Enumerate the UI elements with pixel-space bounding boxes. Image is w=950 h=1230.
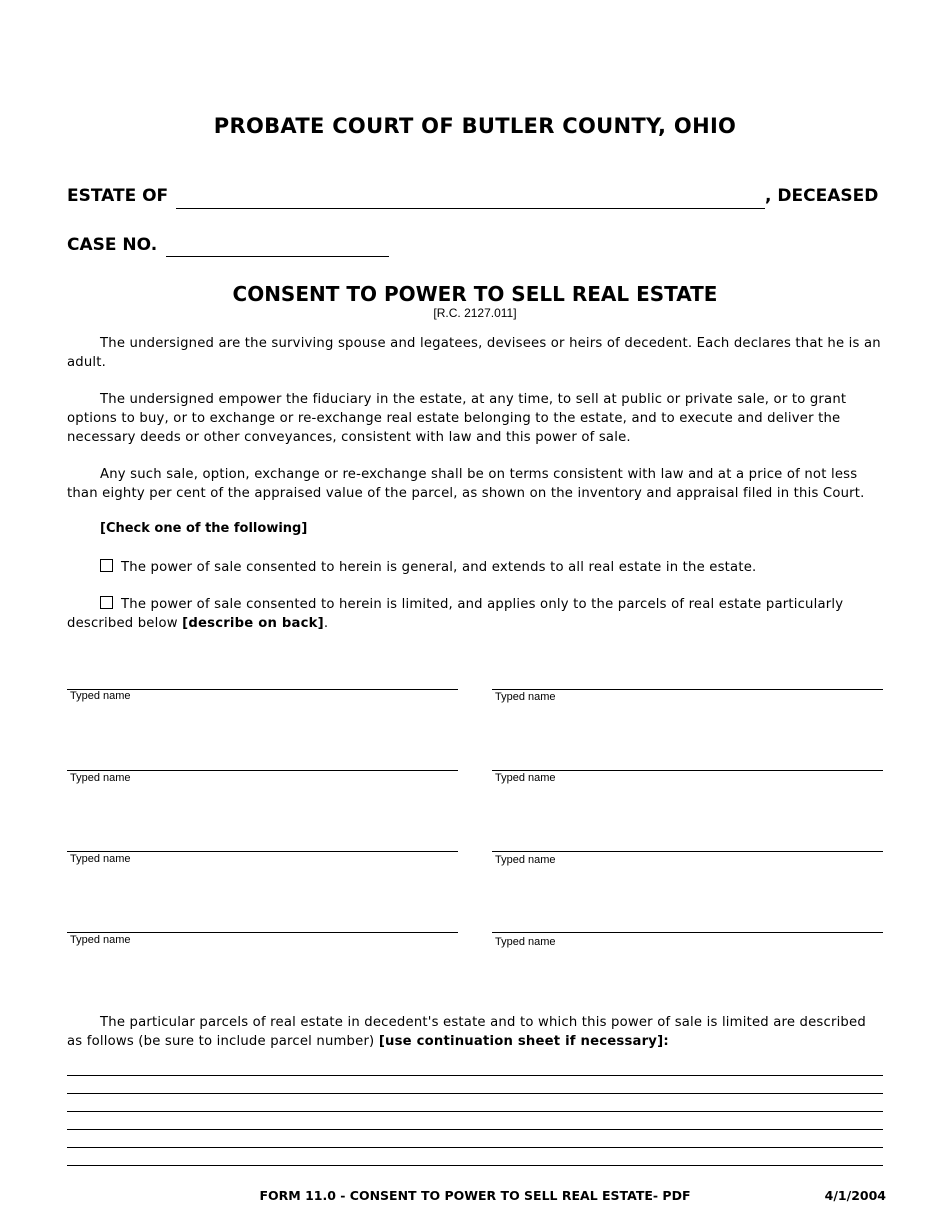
option-limited-bold: [describe on back]: [182, 616, 324, 631]
form-statute: [R.C. 2127.011]: [433, 306, 517, 320]
typed-name-label: Typed name: [495, 936, 556, 948]
typed-name-label: Typed name: [70, 934, 131, 946]
estate-of-label: ESTATE OF: [67, 186, 169, 206]
case-no-label: CASE NO.: [67, 235, 158, 255]
typed-name-label: Typed name: [70, 690, 131, 702]
paragraph-parcels: [67, 1013, 885, 1051]
footer-date: 4/1/2004: [824, 1188, 886, 1203]
typed-name-label: Typed name: [495, 854, 556, 866]
typed-name-label: Typed name: [70, 853, 131, 865]
typed-name-label: Typed name: [70, 772, 131, 784]
signature-line[interactable]: [67, 851, 458, 852]
option-general: [67, 558, 885, 577]
paragraph-declaration-text: The undersigned are the surviving spouse and legatees, devisees or heirs of decedent. Each declares that he is an adult.: [67, 336, 881, 370]
signature-line[interactable]: [492, 932, 883, 933]
paragraph-sale-terms-text: Any such sale, option, exchange or re-exchange shall be on terms consistent with law and at a price of not less than eighty per cent of the appraised value of the parcel, as shown on the inventory and appraisal filed in this Court.: [67, 467, 865, 501]
typed-name-label: Typed name: [495, 772, 556, 784]
estate-name-field[interactable]: [176, 208, 765, 209]
paragraph-empowerment-text: The undersigned empower the fiduciary in the estate, at any time, to sell at public or private sale, or to grant options to buy, or to exchange or re-exchange real estate belonging to the estate, and to execute and deliver the necessary deeds or other conveyances, consistent with law and this power of sale.: [67, 392, 847, 445]
check-one-heading: [Check one of the following]: [100, 521, 308, 536]
footer-form-id: FORM 11.0 - CONSENT TO POWER TO SELL REAL ESTATE- PDF: [259, 1188, 691, 1203]
signature-line[interactable]: [492, 770, 883, 771]
parcel-line[interactable]: [67, 1075, 883, 1076]
option-general-text: The power of sale consented to herein is general, and extends to all real estate in the estate.: [121, 560, 757, 575]
court-title: PROBATE COURT OF BUTLER COUNTY, OHIO: [213, 114, 737, 138]
paragraph-declaration: [67, 334, 885, 372]
option-limited-end: .: [323, 616, 329, 631]
signature-line[interactable]: [67, 770, 458, 771]
form-title: CONSENT TO POWER TO SELL REAL ESTATE: [232, 282, 718, 306]
parcel-line[interactable]: [67, 1111, 883, 1112]
paragraph-empowerment: [67, 390, 885, 447]
signature-line[interactable]: [492, 851, 883, 852]
paragraph-parcels-text: The particular parcels of real estate in decedent's estate and to which this power of sale is limited are described as follows (be sure to include parcel number): [67, 1015, 866, 1049]
deceased-label: , DECEASED: [765, 186, 879, 206]
parcel-line[interactable]: [67, 1165, 883, 1166]
limited-power-checkbox[interactable]: [100, 596, 113, 609]
option-limited-text: The power of sale consented to herein is limited, and applies only to the parcels of real estate particularly described below: [67, 597, 844, 631]
case-no-field[interactable]: [166, 256, 389, 257]
paragraph-parcels-bold: [use continuation sheet if necessary]:: [378, 1034, 669, 1049]
typed-name-label: Typed name: [495, 691, 556, 703]
parcel-line[interactable]: [67, 1093, 883, 1094]
paragraph-sale-terms: [67, 465, 885, 503]
option-limited: [67, 595, 885, 633]
signature-line[interactable]: [492, 689, 883, 690]
parcel-line[interactable]: [67, 1129, 883, 1130]
general-power-checkbox[interactable]: [100, 559, 113, 572]
signature-line[interactable]: [67, 932, 458, 933]
parcel-line[interactable]: [67, 1147, 883, 1148]
